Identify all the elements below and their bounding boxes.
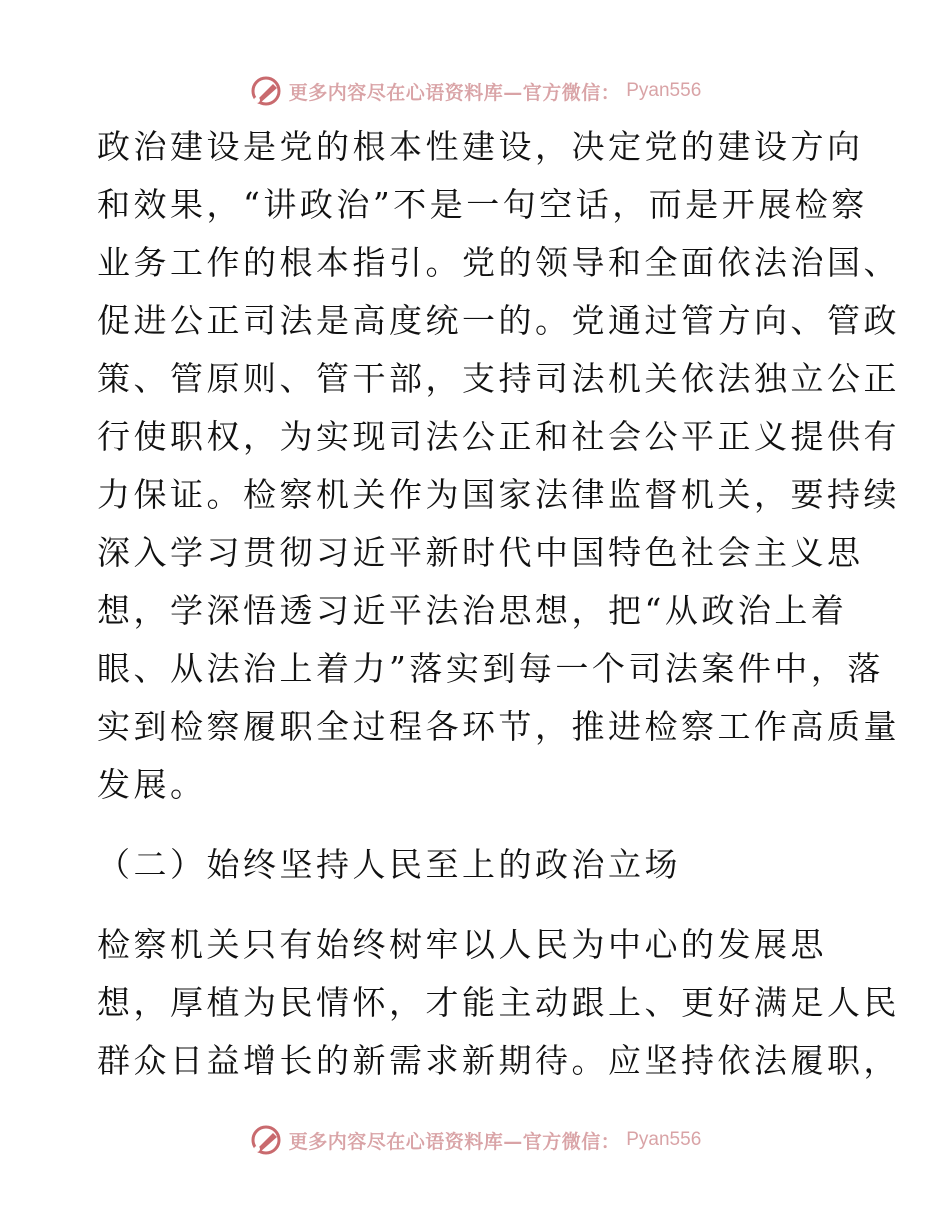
paragraph-1-line: 政治建设是党的根本性建设，决定党的建设方向 (97, 127, 864, 166)
paragraph-2-line: 检察机关只有始终树牢以人民为中心的发展思 (97, 925, 827, 964)
paragraph-1-line: 力保证。检察机关作为国家法律监督机关，要持续 (97, 475, 900, 514)
document-body (97, 118, 900, 1090)
pen-circle-logo-icon (249, 74, 283, 108)
paragraph-1-line: 行使职权，为实现司法公正和社会公平正义提供有 (97, 417, 900, 456)
paragraph-1-line: 眼、从法治上着力”落实到每一个司法案件中，落 (97, 649, 884, 688)
paragraph-2-line: 群众日益增长的新需求新期待。应坚持依法履职， (97, 1041, 900, 1080)
paragraph-1-line: 实到检察履职全过程各环节，推进检察工作高质量 (97, 707, 900, 746)
watermark-handle: Pyan556 (626, 80, 702, 101)
watermark-text: 更多内容尽在心语资料库—官方微信： (288, 1130, 621, 1153)
watermark-header (0, 71, 950, 111)
paragraph-1-line: 发展。 (97, 765, 207, 804)
paragraph-1-line: 业务工作的根本指引。党的领导和全面依法治国、 (97, 243, 900, 282)
paragraph-1-line: 想，学深悟透习近平法治思想，把“从政治上着 (97, 591, 848, 630)
paragraph-1-line: 和效果，“讲政治”不是一句空话，而是开展检察 (97, 185, 868, 224)
pen-circle-logo-icon (249, 1123, 283, 1157)
paragraph-1-line: 策、管原则、管干部，支持司法机关依法独立公正 (97, 359, 900, 398)
paragraph-1-line: 深入学习贯彻习近平新时代中国特色社会主义思 (97, 533, 864, 572)
section-heading: （二）始终坚持人民至上的政治立场 (97, 845, 681, 884)
watermark-handle: Pyan556 (626, 1129, 702, 1150)
paragraph-1-line: 促进公正司法是高度统一的。党通过管方向、管政 (97, 301, 900, 340)
paragraph-2-line: 想，厚植为民情怀，才能主动跟上、更好满足人民 (97, 983, 900, 1022)
watermark-text: 更多内容尽在心语资料库—官方微信： (288, 81, 621, 104)
watermark-footer (0, 1120, 950, 1160)
